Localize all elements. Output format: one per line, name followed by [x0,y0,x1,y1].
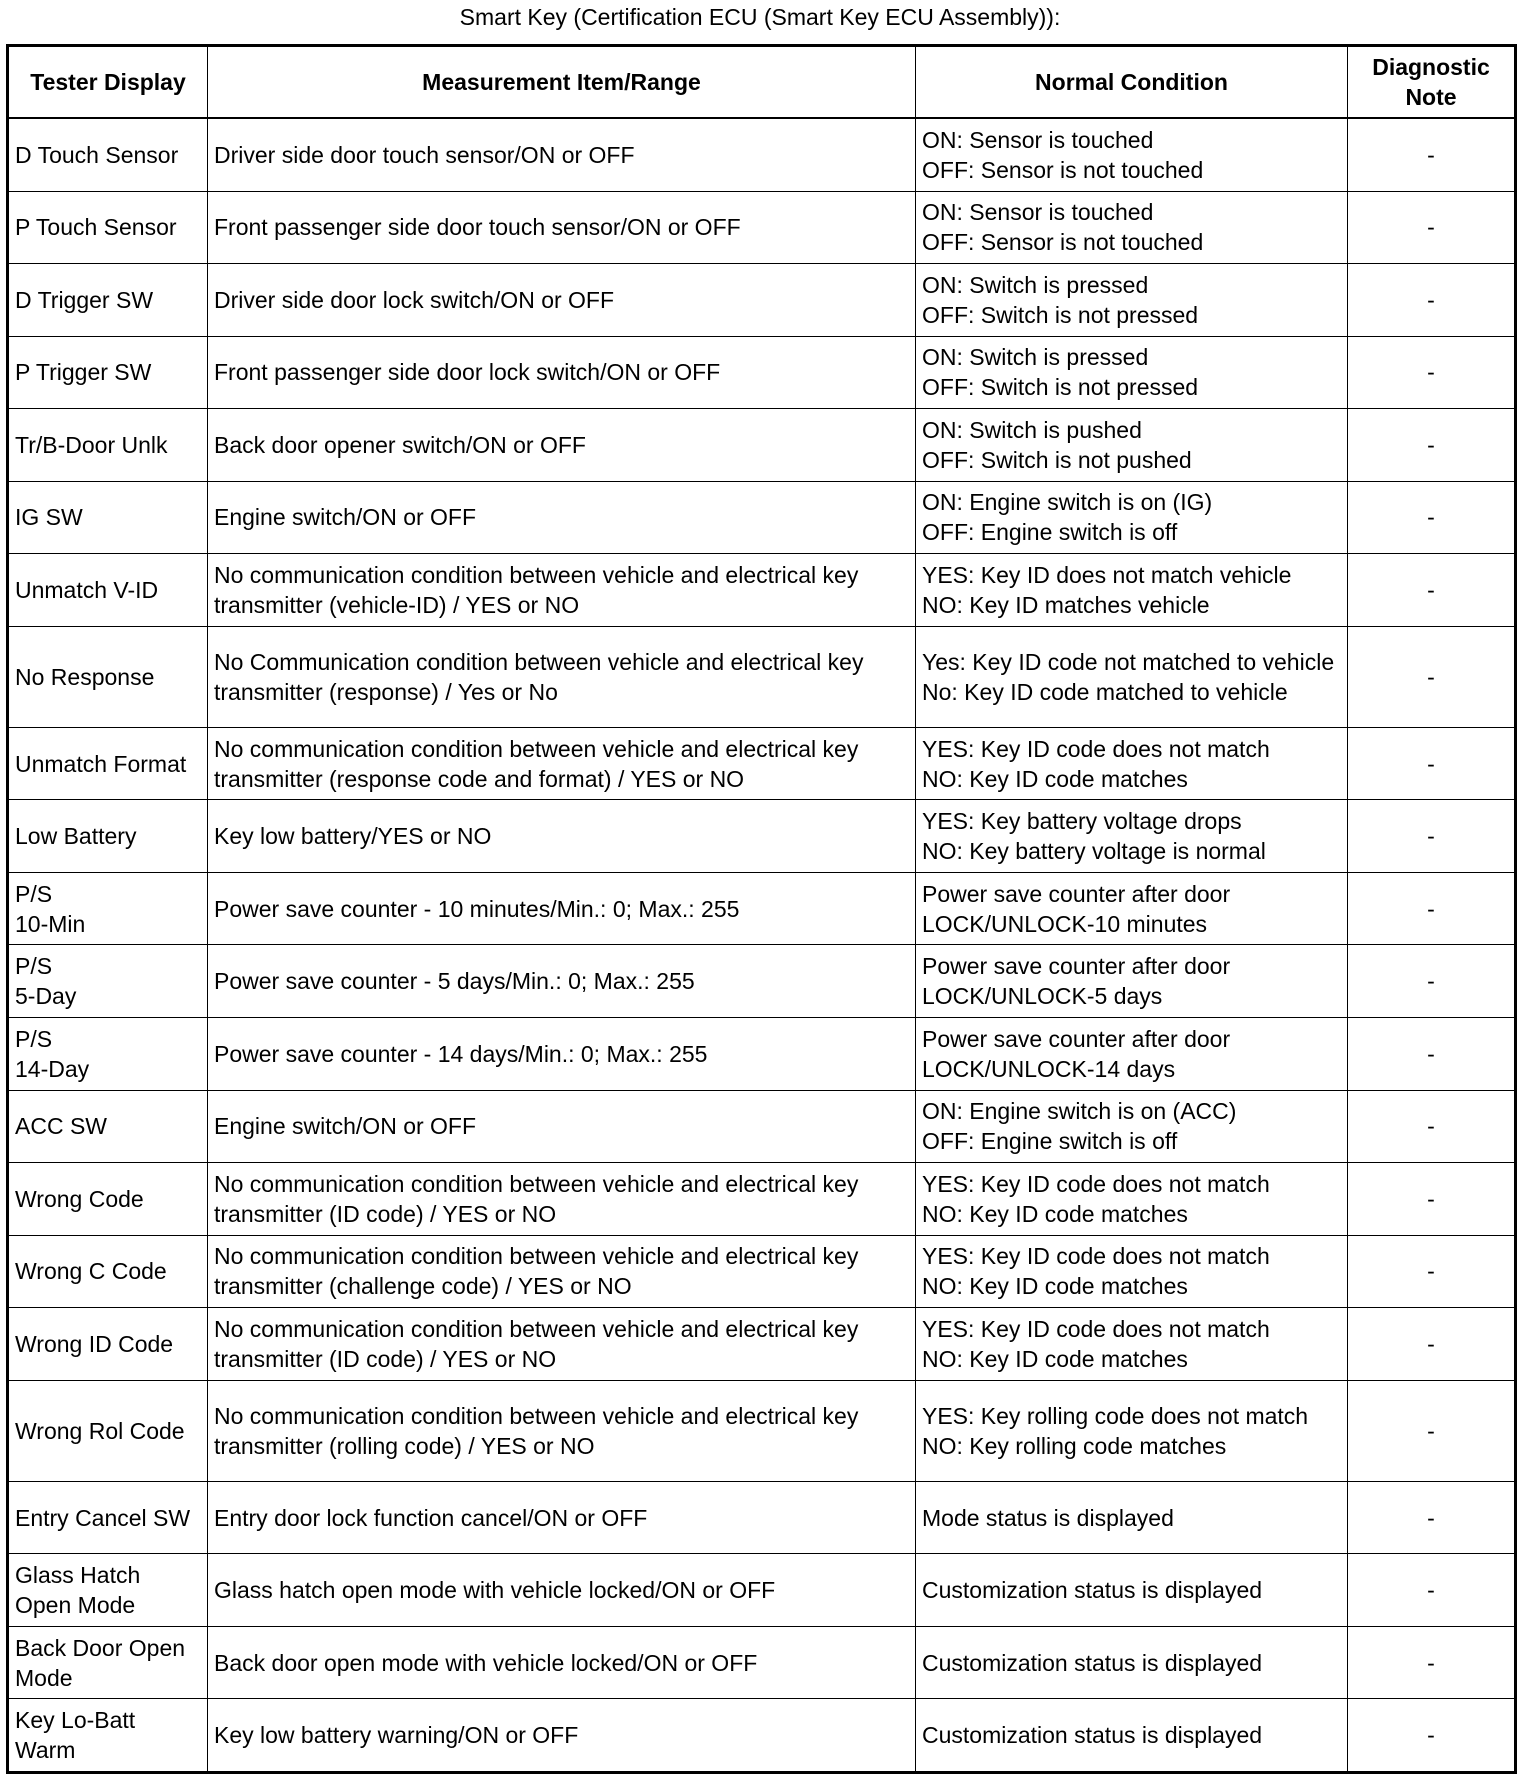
measurement-cell: Power save counter - 10 minutes/Min.: 0; Max.: 255 [208,872,916,945]
diagnostic-note-cell: - [1348,481,1516,554]
normal-condition-cell: ON: Engine switch is on (ACC) OFF: Engine switch is off [916,1090,1348,1163]
normal-condition-cell: YES: Key ID code does not match NO: Key ID code matches [916,1308,1348,1381]
diagnostic-note-cell: - [1348,626,1516,727]
normal-condition-cell: Power save counter after door LOCK/UNLOCK-5 days [916,945,1348,1018]
diagnostic-note-cell: - [1348,1017,1516,1090]
table-row [8,1308,1516,1381]
table-row [8,1017,1516,1090]
header-tester-display: Tester Display [8,46,208,119]
measurement-cell: Front passenger side door lock switch/ON or OFF [208,336,916,409]
normal-condition-cell: YES: Key ID does not match vehicle NO: Key ID matches vehicle [916,554,1348,627]
table-row [8,1699,1516,1773]
table-header-row [8,46,1516,119]
tester-display-cell: Entry Cancel SW [8,1481,208,1554]
normal-condition-cell: YES: Key ID code does not match NO: Key ID code matches [916,727,1348,800]
diagnostic-note-cell: - [1348,1380,1516,1481]
tester-display-cell: Wrong ID Code [8,1308,208,1381]
measurement-cell: Driver side door touch sensor/ON or OFF [208,118,916,191]
tester-display-cell: P/S 10-Min [8,872,208,945]
diagnostic-note-cell: - [1348,1163,1516,1236]
diagnostic-note-cell: - [1348,1308,1516,1381]
smart-key-data-table [6,44,1517,1774]
normal-condition-cell: YES: Key ID code does not match NO: Key ID code matches [916,1163,1348,1236]
measurement-cell: Power save counter - 5 days/Min.: 0; Max.: 255 [208,945,916,1018]
diagnostic-note-cell: - [1348,264,1516,337]
measurement-cell: Back door open mode with vehicle locked/ON or OFF [208,1626,916,1699]
normal-condition-cell: ON: Engine switch is on (IG) OFF: Engine switch is off [916,481,1348,554]
measurement-cell: No communication condition between vehicle and electrical key transmitter (response code and format) / YES or NO [208,727,916,800]
header-normal-condition: Normal Condition [916,46,1348,119]
header-diagnostic-note: Diagnostic Note [1348,46,1516,119]
table-row [8,336,1516,409]
diagnostic-note-cell: - [1348,554,1516,627]
table-row [8,554,1516,627]
normal-condition-cell: Power save counter after door LOCK/UNLOCK-10 minutes [916,872,1348,945]
table-row [8,1090,1516,1163]
measurement-cell: Glass hatch open mode with vehicle locked/ON or OFF [208,1554,916,1627]
table-row [8,1163,1516,1236]
tester-display-cell: Wrong C Code [8,1235,208,1308]
diagnostic-note-cell: - [1348,409,1516,482]
normal-condition-cell: ON: Switch is pushed OFF: Switch is not pushed [916,409,1348,482]
diagnostic-note-cell: - [1348,727,1516,800]
tester-display-cell: D Trigger SW [8,264,208,337]
tester-display-cell: P/S 14-Day [8,1017,208,1090]
table-row [8,1481,1516,1554]
diagnostic-note-cell: - [1348,945,1516,1018]
table-row [8,872,1516,945]
measurement-cell: No communication condition between vehicle and electrical key transmitter (ID code) / YES or NO [208,1163,916,1236]
tester-display-cell: Wrong Code [8,1163,208,1236]
normal-condition-cell: Customization status is displayed [916,1699,1348,1773]
tester-display-cell: Low Battery [8,800,208,873]
table-row [8,945,1516,1018]
normal-condition-cell: ON: Switch is pressed OFF: Switch is not pressed [916,264,1348,337]
table-row [8,1235,1516,1308]
measurement-cell: No Communication condition between vehicle and electrical key transmitter (response) / Yes or No [208,626,916,727]
measurement-cell: Front passenger side door touch sensor/ON or OFF [208,191,916,264]
measurement-cell: Engine switch/ON or OFF [208,1090,916,1163]
tester-display-cell: ACC SW [8,1090,208,1163]
table-row [8,191,1516,264]
diagnostic-note-cell: - [1348,336,1516,409]
measurement-cell: Entry door lock function cancel/ON or OFF [208,1481,916,1554]
table-row [8,1554,1516,1627]
tester-display-cell: Unmatch Format [8,727,208,800]
table-row [8,409,1516,482]
diagnostic-note-cell: - [1348,1554,1516,1627]
measurement-cell: Driver side door lock switch/ON or OFF [208,264,916,337]
table-body [8,118,1516,1773]
tester-display-cell: D Touch Sensor [8,118,208,191]
measurement-cell: Key low battery warning/ON or OFF [208,1699,916,1773]
tester-display-cell: Tr/B-Door Unlk [8,409,208,482]
normal-condition-cell: Customization status is displayed [916,1554,1348,1627]
tester-display-cell: Back Door Open Mode [8,1626,208,1699]
normal-condition-cell: Customization status is displayed [916,1626,1348,1699]
measurement-cell: No communication condition between vehicle and electrical key transmitter (challenge code) / YES or NO [208,1235,916,1308]
diagnostic-note-cell: - [1348,1481,1516,1554]
measurement-cell: No communication condition between vehicle and electrical key transmitter (ID code) / YES or NO [208,1308,916,1381]
tester-display-cell: Unmatch V-ID [8,554,208,627]
tester-display-cell: Glass Hatch Open Mode [8,1554,208,1627]
table-row [8,1626,1516,1699]
normal-condition-cell: YES: Key rolling code does not match NO: Key rolling code matches [916,1380,1348,1481]
table-row [8,481,1516,554]
diagnostic-note-cell: - [1348,872,1516,945]
tester-display-cell: P/S 5-Day [8,945,208,1018]
table-row [8,264,1516,337]
measurement-cell: Key low battery/YES or NO [208,800,916,873]
tester-display-cell: P Trigger SW [8,336,208,409]
tester-display-cell: Wrong Rol Code [8,1380,208,1481]
diagnostic-note-cell: - [1348,800,1516,873]
normal-condition-cell: Yes: Key ID code not matched to vehicle No: Key ID code matched to vehicle [916,626,1348,727]
measurement-cell: Engine switch/ON or OFF [208,481,916,554]
table-row [8,727,1516,800]
normal-condition-cell: YES: Key ID code does not match NO: Key ID code matches [916,1235,1348,1308]
table-row [8,800,1516,873]
table-row [8,118,1516,191]
tester-display-cell: Key Lo-Batt Warm [8,1699,208,1773]
table-row [8,626,1516,727]
measurement-cell: No communication condition between vehicle and electrical key transmitter (vehicle-ID) / YES or NO [208,554,916,627]
normal-condition-cell: ON: Switch is pressed OFF: Switch is not pressed [916,336,1348,409]
page-title: Smart Key (Certification ECU (Smart Key ECU Assembly)): [459,4,1061,30]
tester-display-cell: P Touch Sensor [8,191,208,264]
normal-condition-cell: YES: Key battery voltage drops NO: Key battery voltage is normal [916,800,1348,873]
tester-display-cell: No Response [8,626,208,727]
diagnostic-note-cell: - [1348,1090,1516,1163]
measurement-cell: No communication condition between vehicle and electrical key transmitter (rolling code) / YES or NO [208,1380,916,1481]
normal-condition-cell: Mode status is displayed [916,1481,1348,1554]
diagnostic-note-cell: - [1348,1699,1516,1773]
normal-condition-cell: Power save counter after door LOCK/UNLOCK-14 days [916,1017,1348,1090]
tester-display-cell: IG SW [8,481,208,554]
measurement-cell: Back door opener switch/ON or OFF [208,409,916,482]
diagnostic-note-cell: - [1348,118,1516,191]
header-measurement-item: Measurement Item/Range [208,46,916,119]
normal-condition-cell: ON: Sensor is touched OFF: Sensor is not touched [916,191,1348,264]
diagnostic-note-cell: - [1348,191,1516,264]
diagnostic-note-cell: - [1348,1626,1516,1699]
table-row [8,1380,1516,1481]
measurement-cell: Power save counter - 14 days/Min.: 0; Max.: 255 [208,1017,916,1090]
diagnostic-note-cell: - [1348,1235,1516,1308]
normal-condition-cell: ON: Sensor is touched OFF: Sensor is not touched [916,118,1348,191]
